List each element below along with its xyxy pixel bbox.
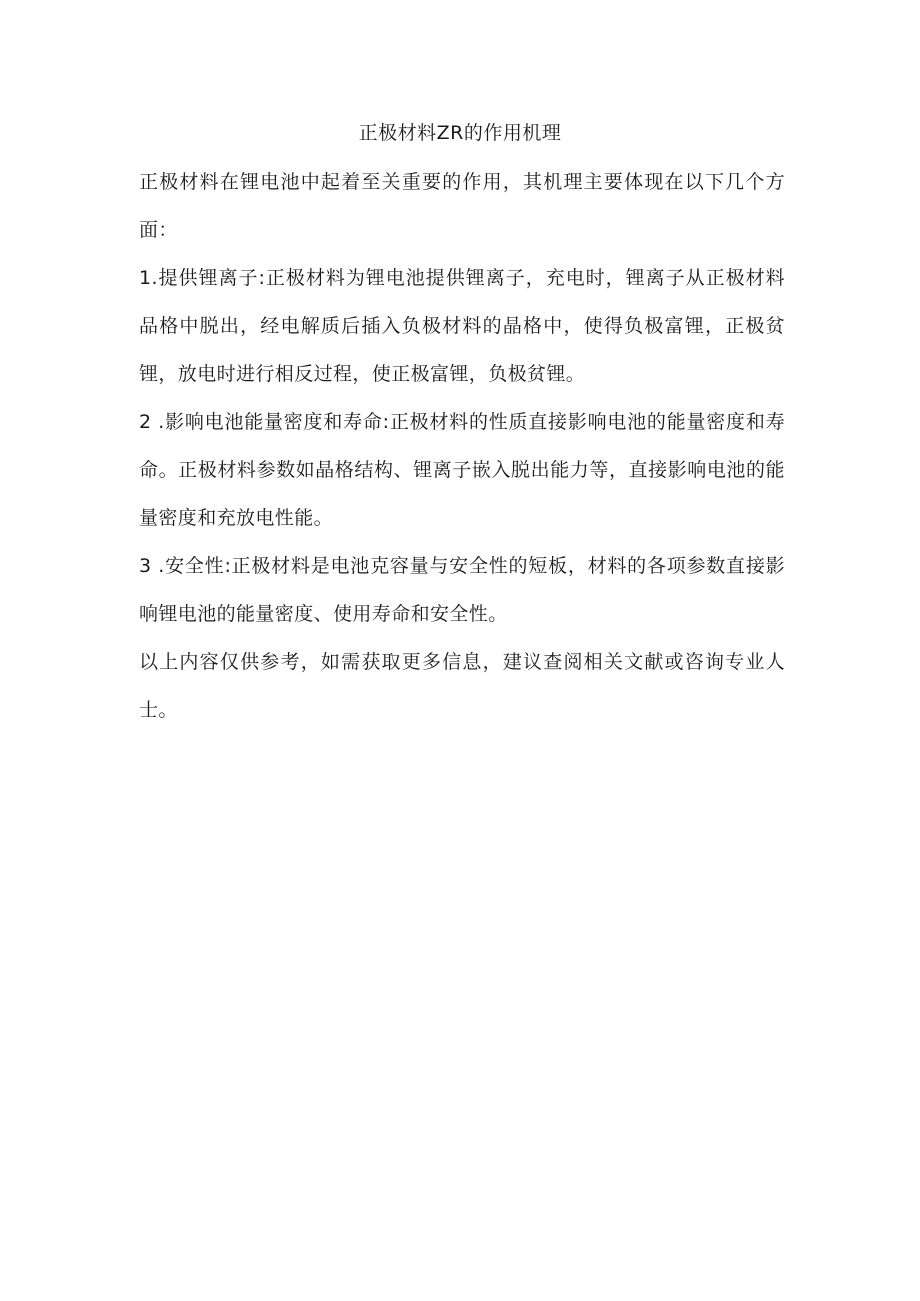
document-body (139, 158, 785, 734)
point-1-paragraph: 1.提供锂离子:正极材料为锂电池提供锂离子，充电时，锂离子从正极材料品格中脱出，经电解质后插入负极材料的晶格中，使得负极富锂，正极贫锂，放电时进行相反过程，使正极富锂，负极贫锂。 (139, 267, 785, 385)
point-3-paragraph: 3 .安全性:正极材料是电池克容量与安全性的短板，材料的各项参数直接影响锂电池的能量密度、使用寿命和安全性。 (139, 555, 785, 625)
document-title: 正极材料ZR的作用机理 (358, 122, 562, 144)
closing-paragraph: 以上内容仅供参考，如需获取更多信息，建议查阅相关文献或咨询专业人士。 (139, 651, 785, 721)
point-2-paragraph: 2 .影响电池能量密度和寿命:正极材料的性质直接影响电池的能量密度和寿命。正极材料参数如晶格结构、锂离子嵌入脱出能力等，直接影响电池的能量密度和充放电性能。 (139, 411, 785, 529)
intro-paragraph: 正极材料在锂电池中起着至关重要的作用，其机理主要体现在以下几个方面： (139, 171, 785, 241)
